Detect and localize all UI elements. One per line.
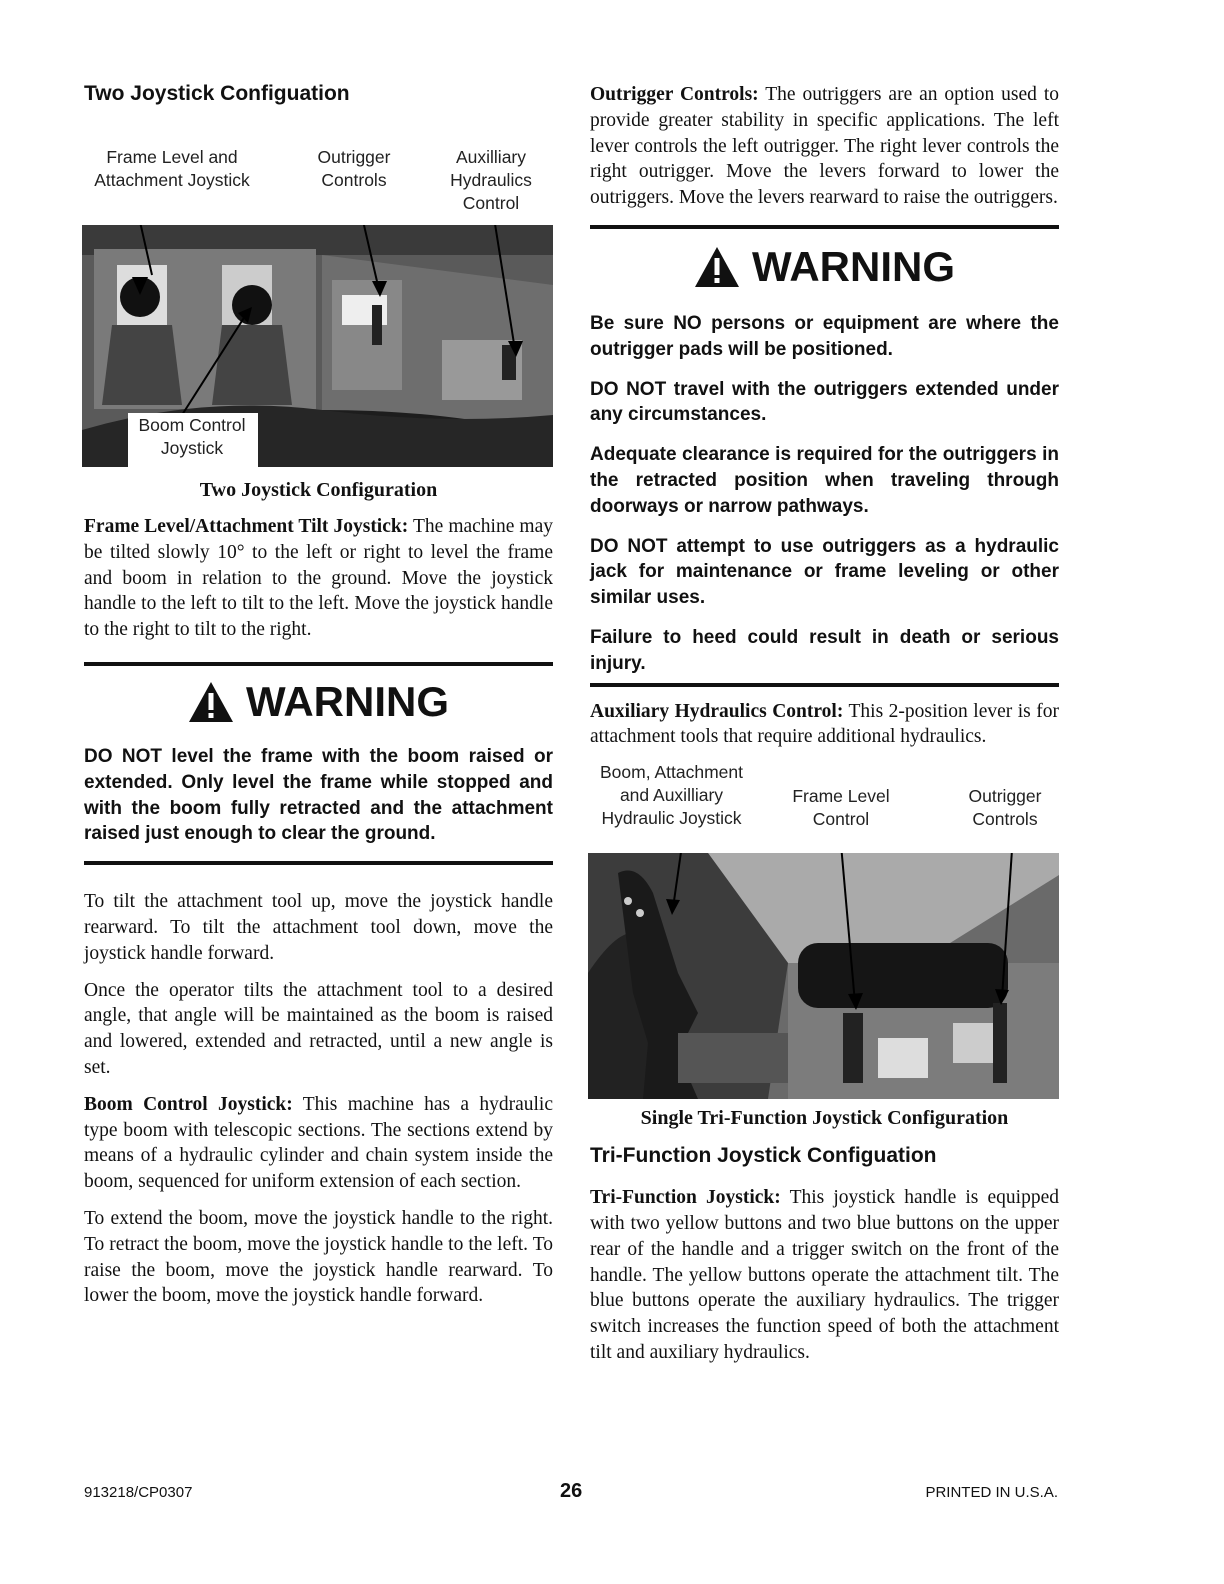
boom-paragraph xyxy=(84,1092,553,1195)
section-heading-tri-function: Tri-Function Joystick Configuation xyxy=(590,1144,937,1168)
label-aux-hydraulics: Auxilliary Hydraulics Control xyxy=(450,147,532,213)
boom-text: This machine has a hydraulic type boom with telescopic sections. The sections extend by means of a hydraulic cylinder and chain system inside the boom, sequenced for uniform extension of each section. xyxy=(84,1093,553,1193)
warning2-heading xyxy=(590,237,1059,297)
angle-paragraph: Once the operator tilts the attachment tool to a desired angle, that angle will be maintained as the boom is raised and lowered, extended and retracted, until a new angle is set. xyxy=(84,979,553,1078)
label-frame-level-control: Frame Level Control xyxy=(792,786,890,830)
warning2-item: Adequate clearance is required for the outriggers in the retracted position when traveling through doorways or narrow pathways. xyxy=(590,444,1059,517)
warning2-top-rule xyxy=(590,225,1059,229)
footer-doc-number: 913218/CP0307 xyxy=(84,1484,193,1501)
warning-heading xyxy=(84,672,553,732)
frame-level-text: The machine may be tilted slowly 10° to the left or right to level the frame and boom in relation to the ground. Move the joystick handle to the left to tilt to the left. Move the joystick handle to the right to tilt to the right. xyxy=(84,516,553,641)
warning2-item: Failure to heed could result in death or serious injury. xyxy=(590,626,1059,674)
figure1-caption: Two Joystick Configuration xyxy=(199,479,438,501)
figure-two-joystick xyxy=(84,111,553,479)
warning-bottom-rule xyxy=(84,861,553,865)
label-outrigger-controls-2: Outrigger Controls xyxy=(968,786,1042,830)
label-boom-control-joystick: Boom Control Joystick xyxy=(128,414,256,460)
extend-paragraph: To extend the boom, move the joystick handle to the right. To retract the boom, move the joystick handle to the left. To raise the boom, move the joystick handle rearward. To lower the boom, move the joystick handle forward. xyxy=(84,1207,553,1307)
warning2-item: DO NOT attempt to use outriggers as a hydraulic jack for maintenance or frame leveling or other similar uses. xyxy=(590,535,1059,609)
outrigger-title: Outrigger Controls: xyxy=(590,84,759,105)
footer-printed: PRINTED IN U.S.A. xyxy=(925,1484,1058,1501)
aux-paragraph xyxy=(590,699,1059,751)
warning2-item: DO NOT travel with the outriggers extended under any circumstances. xyxy=(590,378,1059,426)
figure2-caption: Single Tri-Function Joystick Configuration xyxy=(640,1107,1009,1130)
figure-tri-function xyxy=(590,761,1059,1111)
tri-function-text: This joystick handle is equipped with two yellow buttons and two blue buttons on the upper rear of the handle and a trigger switch on the front of the handle. The yellow buttons operate the attachment tilt. The blue buttons operate the auxiliary hydraulics. The trigger switch increases the function speed of both the attachment tilt and auxiliary hydraulics. xyxy=(590,1187,1059,1363)
frame-level-title: Frame Level/Attachment Tilt Joystick: xyxy=(84,516,409,537)
outrigger-text: The outriggers are an option used to provide greater stability in specific applications. The left lever controls the left outrigger. The right lever controls the right outrigger. Move the levers forward to lower the outriggers. Move the levers rearward to raise the outriggers. xyxy=(590,84,1059,209)
right-column xyxy=(590,82,1059,1377)
aux-text: This 2-position lever is for attachment tools that require additional hydraulics. xyxy=(590,700,1060,748)
label-frame-level-joystick: Frame Level and Attachment Joystick xyxy=(94,147,250,190)
warning2-items xyxy=(590,311,1059,677)
warning-text: DO NOT level the frame with the boom raised or extended. Only level the frame while stopped and with the boom fully retracted and the attachment raised just enough to clear the ground. xyxy=(84,745,553,845)
warning2-title: WARNING xyxy=(752,242,955,290)
label-outrigger-controls: Outrigger Controls xyxy=(317,147,391,190)
outrigger-paragraph xyxy=(590,82,1059,211)
warning-title: WARNING xyxy=(246,677,449,725)
aux-title: Auxiliary Hydraulics Control: xyxy=(590,700,844,722)
warning2-bottom-rule xyxy=(590,683,1059,687)
warning-triangle-icon xyxy=(188,681,234,723)
tri-function-title: Tri-Function Joystick: xyxy=(590,1187,781,1209)
tri-function-photo xyxy=(588,853,1059,1099)
frame-level-paragraph xyxy=(84,514,553,643)
warning-triangle-icon xyxy=(694,246,740,288)
boom-title: Boom Control Joystick: xyxy=(84,1093,293,1115)
tilt-paragraph: To tilt the attachment tool up, move the joystick handle rearward. To tilt the attachment tool down, move the joystick handle forward. xyxy=(84,891,553,964)
warning2-item: Be sure NO persons or equipment are where the outrigger pads will be positioned. xyxy=(590,312,1059,360)
section-heading-two-joystick: Two Joystick Configuation xyxy=(84,82,350,105)
label-boom-attachment-joystick: Boom, Attachment and Auxilliary Hydraulic Joystick xyxy=(600,762,743,829)
warning-top-rule xyxy=(84,662,553,666)
tri-function-paragraph xyxy=(590,1185,1059,1366)
footer-page-number: 26 xyxy=(560,1480,583,1502)
left-column xyxy=(84,82,553,1320)
